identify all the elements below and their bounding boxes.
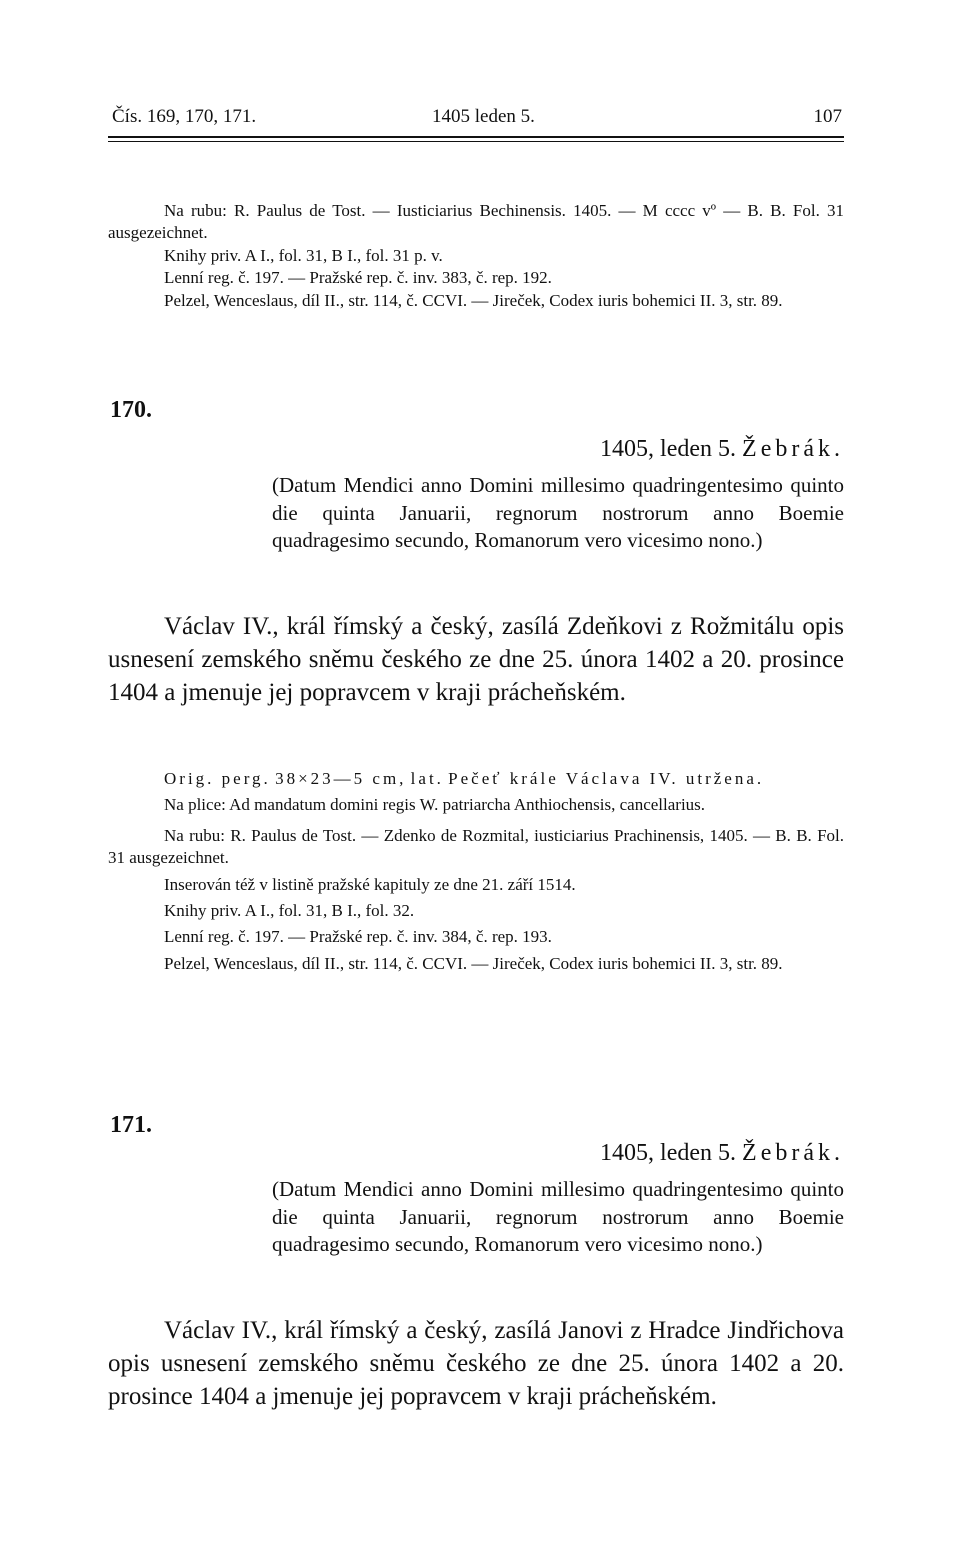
doc170-note: Na plice: Ad mandatum domini regis W. patriarcha Anthiochensis, cancellarius.: [164, 795, 706, 815]
doc171-regest: [108, 1314, 844, 1413]
doc169-note: Lenní reg. č. 197. — Pražské rep. č. inv. 383, č. rep. 192.: [164, 268, 552, 288]
header-rule: [108, 136, 844, 138]
doc169-note: Pelzel, Wenceslaus, díl II., str. 114, č. CCVI. — Jireček, Codex iuris bohemici II. 3, str. 89.: [164, 290, 783, 310]
doc170-date: 1405, leden 5.: [600, 436, 737, 462]
running-header: [112, 106, 842, 134]
doc170-notes: [108, 768, 844, 975]
doc171-latin-text: (Datum Mendici anno Domini millesimo quadringentesimo quinto die quinta Januarii, regnorum nostrorum anno Boemie quadragesimo secundo, Romanorum vero vicesimo nono.): [272, 1177, 844, 1256]
doc170-number: 170.: [110, 397, 152, 423]
orig-size: 38×23—5 cm,: [275, 769, 407, 788]
header-document-numbers: Čís. 169, 170, 171.: [112, 106, 257, 127]
doc170-regest: [108, 610, 844, 709]
header-rule-thin: [108, 141, 844, 142]
doc170-dateline: [600, 436, 844, 463]
doc170-note: Na rubu: R. Paulus de Tost. — Zdenko de Rozmital, iusticiarius Prachinensis, 1405. — B. B. Fol. 31 ausgezeichnet.: [108, 825, 844, 868]
page-number: 107: [813, 106, 842, 127]
doc170-orig: [108, 768, 844, 790]
doc169-note: Na rubu: R. Paulus de Tost. — Iusticiarius Bechinensis. 1405. — M cccc vº — B. B. Fol. 31 ausgezeichnet.: [108, 201, 844, 243]
doc170-latin-text: (Datum Mendici anno Domini millesimo quadringentesimo quinto die quinta Januarii, regnorum nostrorum anno Boemie quadragesimo secundo, Romanorum vero vicesimo nono.): [272, 473, 844, 552]
doc170-note: Inserován též v listině pražské kapituly ze dne 21. září 1514.: [164, 874, 576, 894]
doc170-note: Pelzel, Wenceslaus, díl II., str. 114, č. CCVI. — Jireček, Codex iuris bohemici II. 3, str. 89.: [164, 953, 783, 973]
doc171-number: 171.: [110, 1112, 152, 1138]
doc171-dateline: [600, 1140, 844, 1167]
doc169-notes: [108, 200, 844, 312]
doc170-latin-dating: [272, 472, 844, 555]
orig-seal: Pečeť krále Václava IV. utržena.: [448, 769, 765, 788]
doc171-regest-text: Václav IV., král římský a český, zasílá Janovi z Hradce Jindřichova opis usnesení zemského sněmu českého ze dne 25. února 1402 a 20. prosince 1404 a jmenuje jej popravcem v kraji prácheňském.: [108, 1317, 844, 1410]
doc170-place: Žebrák.: [742, 436, 844, 462]
doc169-note: Knihy priv. A I., fol. 31, B I., fol. 31 p. v.: [164, 245, 443, 265]
doc171-place: Žebrák.: [742, 1140, 844, 1166]
orig-label: Orig. perg.: [164, 769, 271, 788]
orig-language: lat.: [410, 769, 444, 788]
header-date: 1405 leden 5.: [432, 106, 535, 127]
doc171-latin-dating: [272, 1176, 844, 1259]
doc170-note: Knihy priv. A I., fol. 31, B I., fol. 32.: [164, 901, 415, 921]
doc170-regest-text: Václav IV., král římský a český, zasílá Zdeňkovi z Rožmitálu opis usnesení zemského sněmu českého ze dne 25. února 1402 a 20. prosince 1404 a jmenuje jej popravcem v kraji prácheňském.: [108, 613, 844, 706]
doc171-date: 1405, leden 5.: [600, 1140, 737, 1166]
doc170-note: Lenní reg. č. 197. — Pražské rep. č. inv. 384, č. rep. 193.: [164, 927, 552, 947]
